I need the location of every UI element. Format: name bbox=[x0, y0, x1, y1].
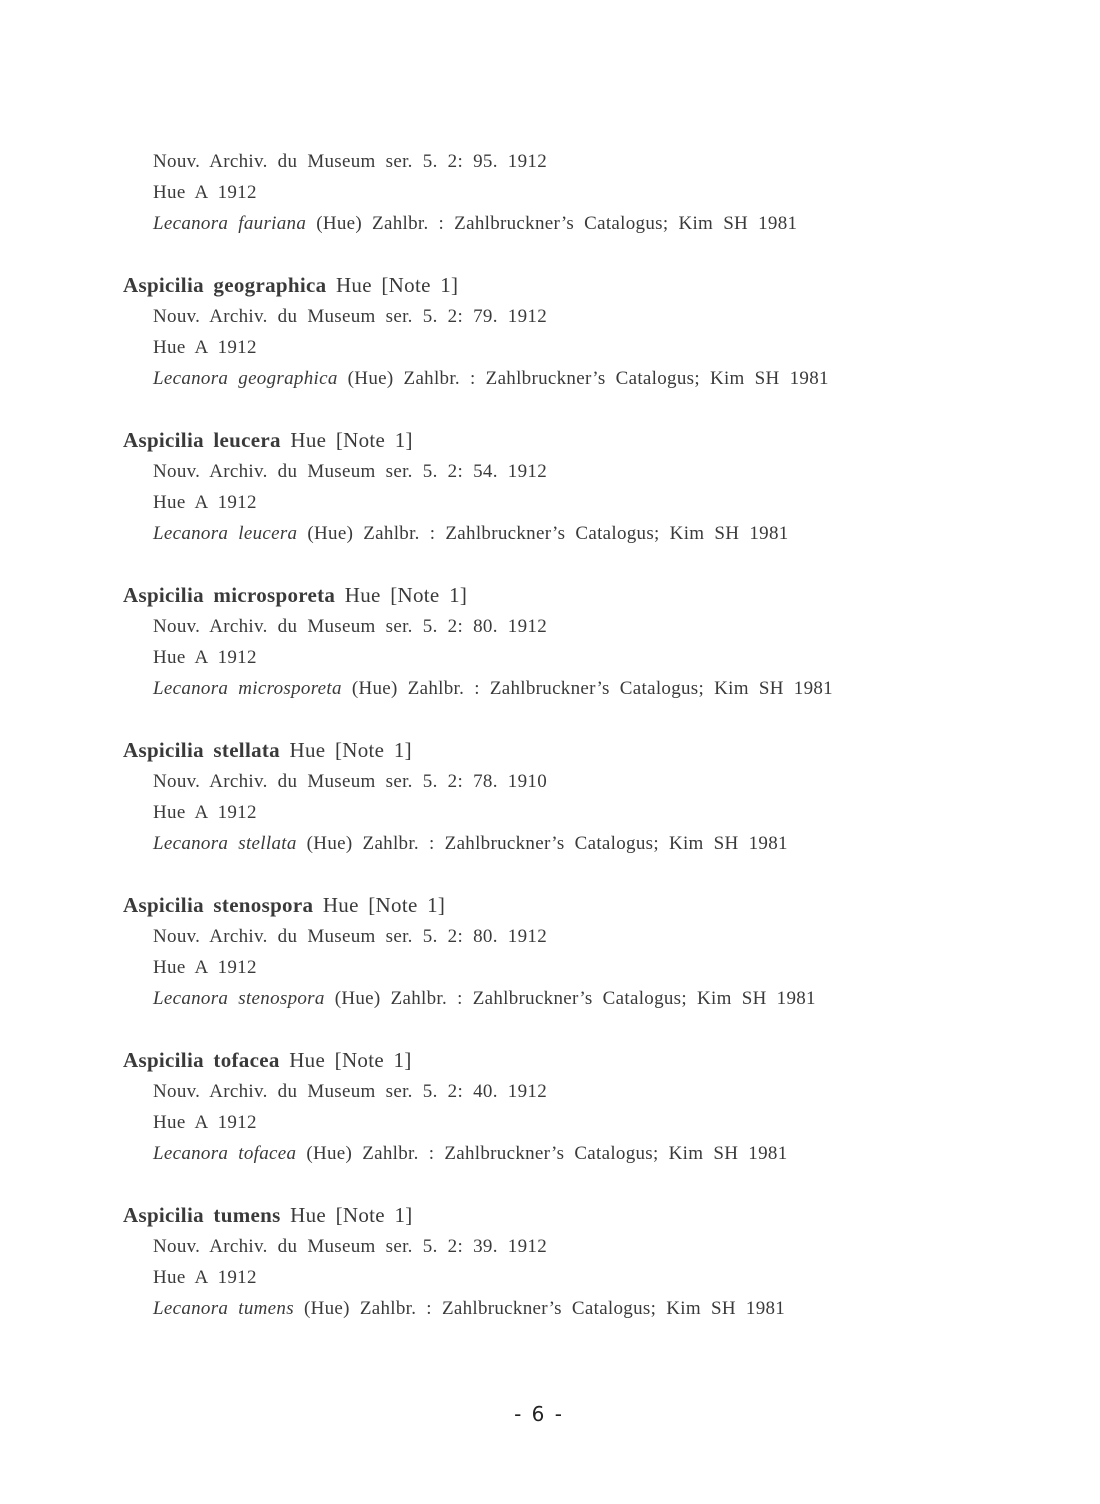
publication-line: Nouv. Archiv. du Museum ser. 5. 2: 39. 1912 bbox=[153, 1236, 547, 1257]
synonym-line bbox=[123, 828, 1023, 859]
species-list bbox=[123, 146, 1023, 1324]
synonym-line bbox=[123, 1138, 1023, 1169]
synonym-line bbox=[123, 518, 1023, 549]
species-entry bbox=[123, 735, 1023, 859]
publication-line: Nouv. Archiv. du Museum ser. 5. 2: 80. 1912 bbox=[153, 926, 547, 947]
reference-line: Hue A 1912 bbox=[153, 1112, 257, 1133]
species-author: Hue bbox=[279, 1048, 335, 1072]
synonym-authority: (Hue) Zahlbr. : Zahlbruckner’s Catalogus; Kim SH 1981 bbox=[296, 833, 788, 854]
synonym-authority: (Hue) Zahlbr. : Zahlbruckner’s Catalogus; Kim SH 1981 bbox=[306, 213, 798, 234]
species-heading bbox=[123, 425, 1023, 456]
synonym-name: Lecanora tofacea bbox=[153, 1143, 297, 1164]
synonym-name: Lecanora tumens bbox=[153, 1298, 294, 1319]
synonym-line bbox=[123, 1293, 1023, 1324]
species-entry bbox=[123, 1045, 1023, 1169]
publication-line: Nouv. Archiv. du Museum ser. 5. 2: 95. 1912 bbox=[153, 151, 547, 172]
reference-line: Hue A 1912 bbox=[153, 337, 257, 358]
synonym-authority: (Hue) Zahlbr. : Zahlbruckner’s Catalogus; Kim SH 1981 bbox=[297, 523, 789, 544]
species-heading bbox=[123, 735, 1023, 766]
reference-line: Hue A 1912 bbox=[153, 957, 257, 978]
reference-line: Hue A 1912 bbox=[153, 647, 257, 668]
reference-line: Hue A 1912 bbox=[153, 492, 257, 513]
species-name: Aspicilia stellata bbox=[123, 738, 280, 762]
species-author: Hue bbox=[280, 1203, 336, 1227]
synonym-line bbox=[123, 673, 1023, 704]
species-name: Aspicilia geographica bbox=[123, 273, 327, 297]
species-author: Hue bbox=[326, 273, 382, 297]
publication-line: Nouv. Archiv. du Museum ser. 5. 2: 79. 1912 bbox=[153, 306, 547, 327]
species-entry bbox=[123, 580, 1023, 704]
synonym-name: Lecanora fauriana bbox=[153, 213, 307, 234]
page-number: - 6 - bbox=[514, 1402, 564, 1426]
reference-line: Hue A 1912 bbox=[153, 182, 257, 203]
synonym-name: Lecanora microsporeta bbox=[153, 678, 342, 699]
note-reference: [Note 1] bbox=[335, 1203, 413, 1227]
species-heading bbox=[123, 1200, 1023, 1231]
species-entry bbox=[123, 425, 1023, 549]
publication-line: Nouv. Archiv. du Museum ser. 5. 2: 78. 1910 bbox=[153, 771, 547, 792]
publication-line: Nouv. Archiv. du Museum ser. 5. 2: 54. 1912 bbox=[153, 461, 547, 482]
species-author: Hue bbox=[313, 893, 369, 917]
species-heading bbox=[123, 270, 1023, 301]
note-reference: [Note 1] bbox=[368, 893, 446, 917]
species-entry bbox=[123, 890, 1023, 1014]
synonym-authority: (Hue) Zahlbr. : Zahlbruckner’s Catalogus; Kim SH 1981 bbox=[324, 988, 816, 1009]
species-entry-continued bbox=[123, 146, 1023, 239]
synonym-line bbox=[123, 983, 1023, 1014]
synonym-name: Lecanora geographica bbox=[153, 368, 338, 389]
note-reference: [Note 1] bbox=[390, 583, 468, 607]
species-author: Hue bbox=[279, 738, 335, 762]
species-heading bbox=[123, 1045, 1023, 1076]
species-name: Aspicilia microsporeta bbox=[123, 583, 336, 607]
synonym-authority: (Hue) Zahlbr. : Zahlbruckner’s Catalogus; Kim SH 1981 bbox=[296, 1143, 788, 1164]
synonym-line bbox=[123, 208, 1023, 239]
synonym-authority: (Hue) Zahlbr. : Zahlbruckner’s Catalogus; Kim SH 1981 bbox=[293, 1298, 786, 1319]
note-reference: [Note 1] bbox=[334, 1048, 412, 1072]
species-name: Aspicilia tofacea bbox=[123, 1048, 280, 1072]
species-heading bbox=[123, 580, 1023, 611]
reference-line: Hue A 1912 bbox=[153, 1267, 257, 1288]
note-reference: [Note 1] bbox=[381, 273, 459, 297]
note-reference: [Note 1] bbox=[334, 738, 412, 762]
synonym-name: Lecanora leucera bbox=[153, 523, 298, 544]
synonym-authority: (Hue) Zahlbr. : Zahlbruckner’s Catalogus; Kim SH 1981 bbox=[337, 368, 829, 389]
synonym-line bbox=[123, 363, 1023, 394]
publication-line: Nouv. Archiv. du Museum ser. 5. 2: 80. 1912 bbox=[153, 616, 547, 637]
species-heading bbox=[123, 890, 1023, 921]
species-entry bbox=[123, 1200, 1023, 1324]
species-name: Aspicilia stenospora bbox=[123, 893, 314, 917]
species-author: Hue bbox=[335, 583, 391, 607]
synonym-name: Lecanora stenospora bbox=[153, 988, 325, 1009]
species-entry bbox=[123, 270, 1023, 394]
reference-line: Hue A 1912 bbox=[153, 802, 257, 823]
synonym-name: Lecanora stellata bbox=[153, 833, 297, 854]
species-name: Aspicilia leucera bbox=[123, 428, 281, 452]
species-author: Hue bbox=[280, 428, 336, 452]
note-reference: [Note 1] bbox=[335, 428, 413, 452]
synonym-authority: (Hue) Zahlbr. : Zahlbruckner’s Catalogus; Kim SH 1981 bbox=[341, 678, 833, 699]
publication-line: Nouv. Archiv. du Museum ser. 5. 2: 40. 1912 bbox=[153, 1081, 547, 1102]
species-name: Aspicilia tumens bbox=[123, 1203, 281, 1227]
